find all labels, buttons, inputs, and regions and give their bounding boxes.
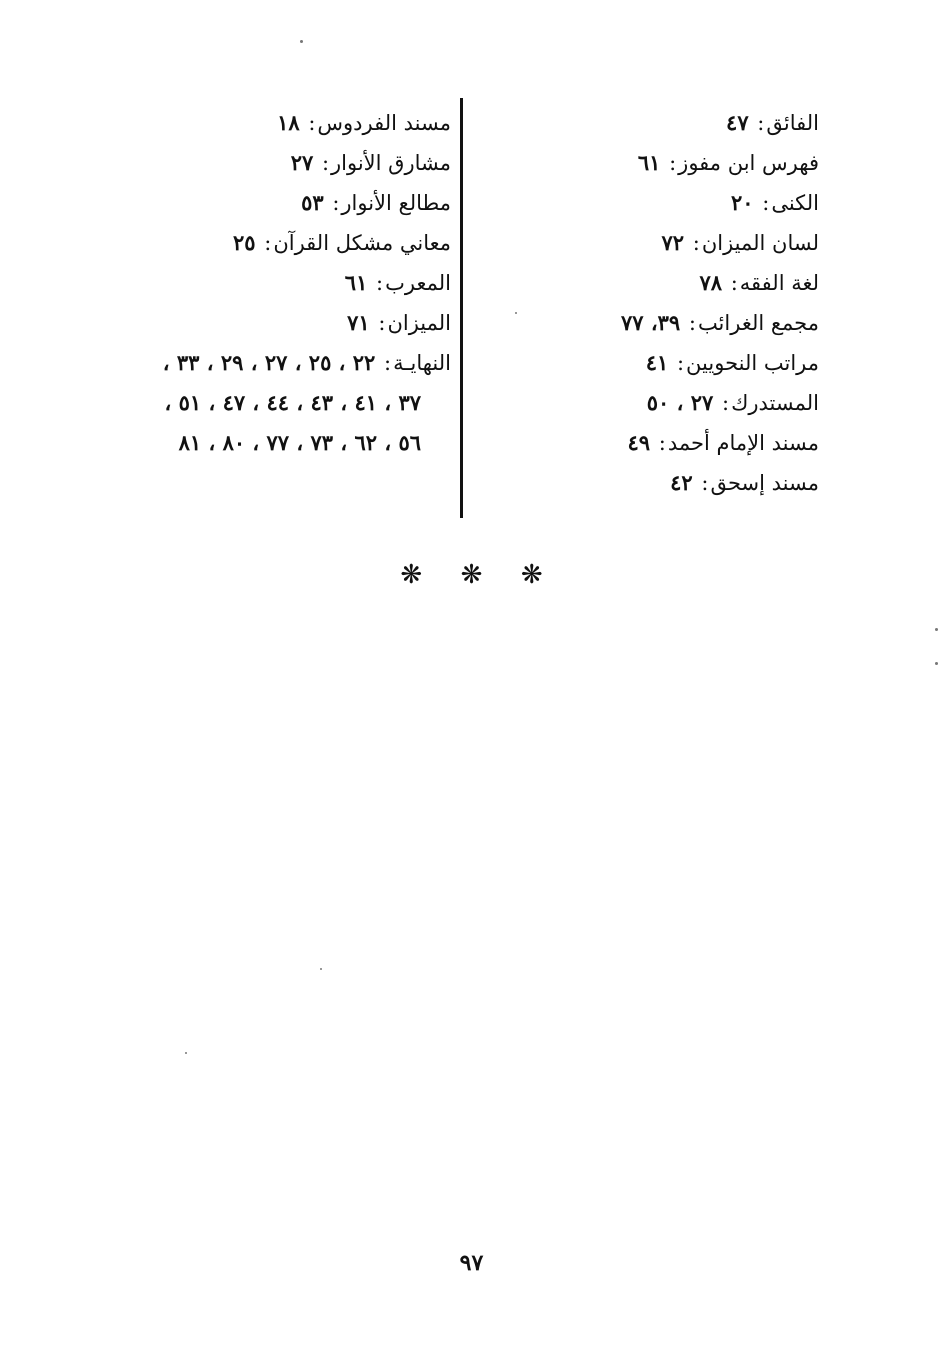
index-column-left (111, 103, 451, 463)
index-entry (111, 183, 451, 223)
entry-pages: ٢٥ (233, 230, 256, 255)
entry-pages: ٧٢ (661, 230, 685, 255)
entry-title: لسان الميزان (701, 231, 819, 255)
index-entry (111, 343, 451, 383)
entry-separator: : (376, 271, 384, 295)
index-entry (519, 143, 819, 183)
entry-title: النهايـة (393, 351, 451, 375)
entry-separator: : (378, 311, 386, 335)
asterism-icon: ❋ (460, 560, 483, 590)
index-column-right (519, 103, 819, 503)
entry-continuation (111, 383, 451, 423)
entry-pages: ٢٧ ، ٥٠ (646, 390, 714, 415)
entry-pages: ٢٠ (731, 190, 754, 215)
entry-separator: : (676, 351, 685, 375)
entry-title: مشارق الأنوار (331, 151, 451, 175)
entry-pages: ٤٩ (627, 430, 651, 455)
entry-pages: ١٨ (277, 110, 300, 135)
index-entry (519, 383, 819, 423)
entry-pages: ٤١ (645, 350, 669, 375)
entry-separator: : (730, 271, 738, 295)
entry-separator: : (762, 191, 770, 215)
entry-title: الفائق (766, 111, 819, 135)
entry-title: مسند الإمام أحمد (667, 431, 819, 455)
entry-separator: : (658, 431, 666, 455)
entry-separator: : (757, 111, 765, 135)
column-divider (460, 98, 463, 518)
entry-separator: : (384, 351, 392, 375)
entry-separator: : (264, 231, 272, 255)
entry-pages: ٣٩، ٧٧ (620, 310, 681, 335)
entry-title: المعرب (385, 271, 451, 295)
entry-separator: : (688, 311, 696, 335)
index-entry (519, 223, 819, 263)
index-entry (111, 103, 451, 143)
entry-separator: : (692, 231, 700, 255)
entry-title: معاني مشكل القرآن (273, 231, 451, 255)
entry-title: مسند إسحق (710, 471, 819, 495)
entry-pages: ٥٣ (301, 190, 324, 215)
entry-title: مجمع الغرائب (697, 311, 819, 335)
index-entry (111, 223, 451, 263)
entry-pages: ٤٢ (670, 470, 693, 495)
scan-speck (935, 628, 938, 631)
scan-speck (185, 1052, 187, 1054)
index-entry (519, 183, 819, 223)
entry-continuation (111, 423, 451, 463)
scan-speck (300, 40, 303, 43)
page-number: ٩٧ (459, 1250, 484, 1276)
entry-separator: : (722, 391, 730, 415)
entry-separator: : (669, 151, 677, 175)
entry-separator: : (321, 151, 330, 175)
entry-title: لغة الفقه (739, 271, 819, 295)
scan-speck (935, 662, 938, 665)
index-entry (111, 143, 451, 183)
index-entry (519, 303, 819, 343)
asterism-icon: ❋ (400, 560, 423, 590)
entry-pages: ٦١ (344, 270, 368, 295)
asterism-icon: ❋ (520, 560, 543, 590)
entry-title: المستدرك (731, 391, 819, 415)
index-entry (111, 263, 451, 303)
entry-pages: ٧١ (347, 310, 370, 335)
entry-title: مراتب النحويين (686, 351, 819, 375)
index-entry (111, 303, 451, 343)
index-entry (519, 263, 819, 303)
entry-title: الميزان (387, 311, 451, 335)
index-entry (519, 423, 819, 463)
entry-pages: ٢٧ (290, 150, 314, 175)
scan-speck (515, 312, 517, 314)
entry-pages: ٣٧ ، ٤١ ، ٤٣ ، ٤٤ ، ٤٧ ، ٥١ ، (164, 390, 421, 415)
entry-separator: : (308, 111, 316, 135)
entry-title: مطالع الأنوار (341, 191, 451, 215)
entry-pages: ٢٢ ، ٢٥ ، ٢٧ ، ٢٩ ، ٣٣ ، (162, 350, 376, 375)
index-entry (519, 463, 819, 503)
entry-pages: ٤٧ (726, 110, 749, 135)
index-entry (519, 103, 819, 143)
entry-pages: ٦١ (637, 150, 661, 175)
section-end-ornaments (0, 560, 943, 590)
entry-title: فهرس ابن مفوز (678, 151, 819, 175)
entry-title: مسند الفردوس (317, 111, 451, 135)
entry-separator: : (332, 191, 340, 215)
index-entry (519, 343, 819, 383)
entry-pages: ٧٨ (699, 270, 723, 295)
entry-title: الكنى (771, 191, 819, 215)
scan-speck (320, 968, 322, 970)
entry-pages: ٥٦ ، ٦٢ ، ٧٣ ، ٧٧ ، ٨٠ ، ٨١ (178, 430, 421, 455)
entry-separator: : (701, 471, 709, 495)
